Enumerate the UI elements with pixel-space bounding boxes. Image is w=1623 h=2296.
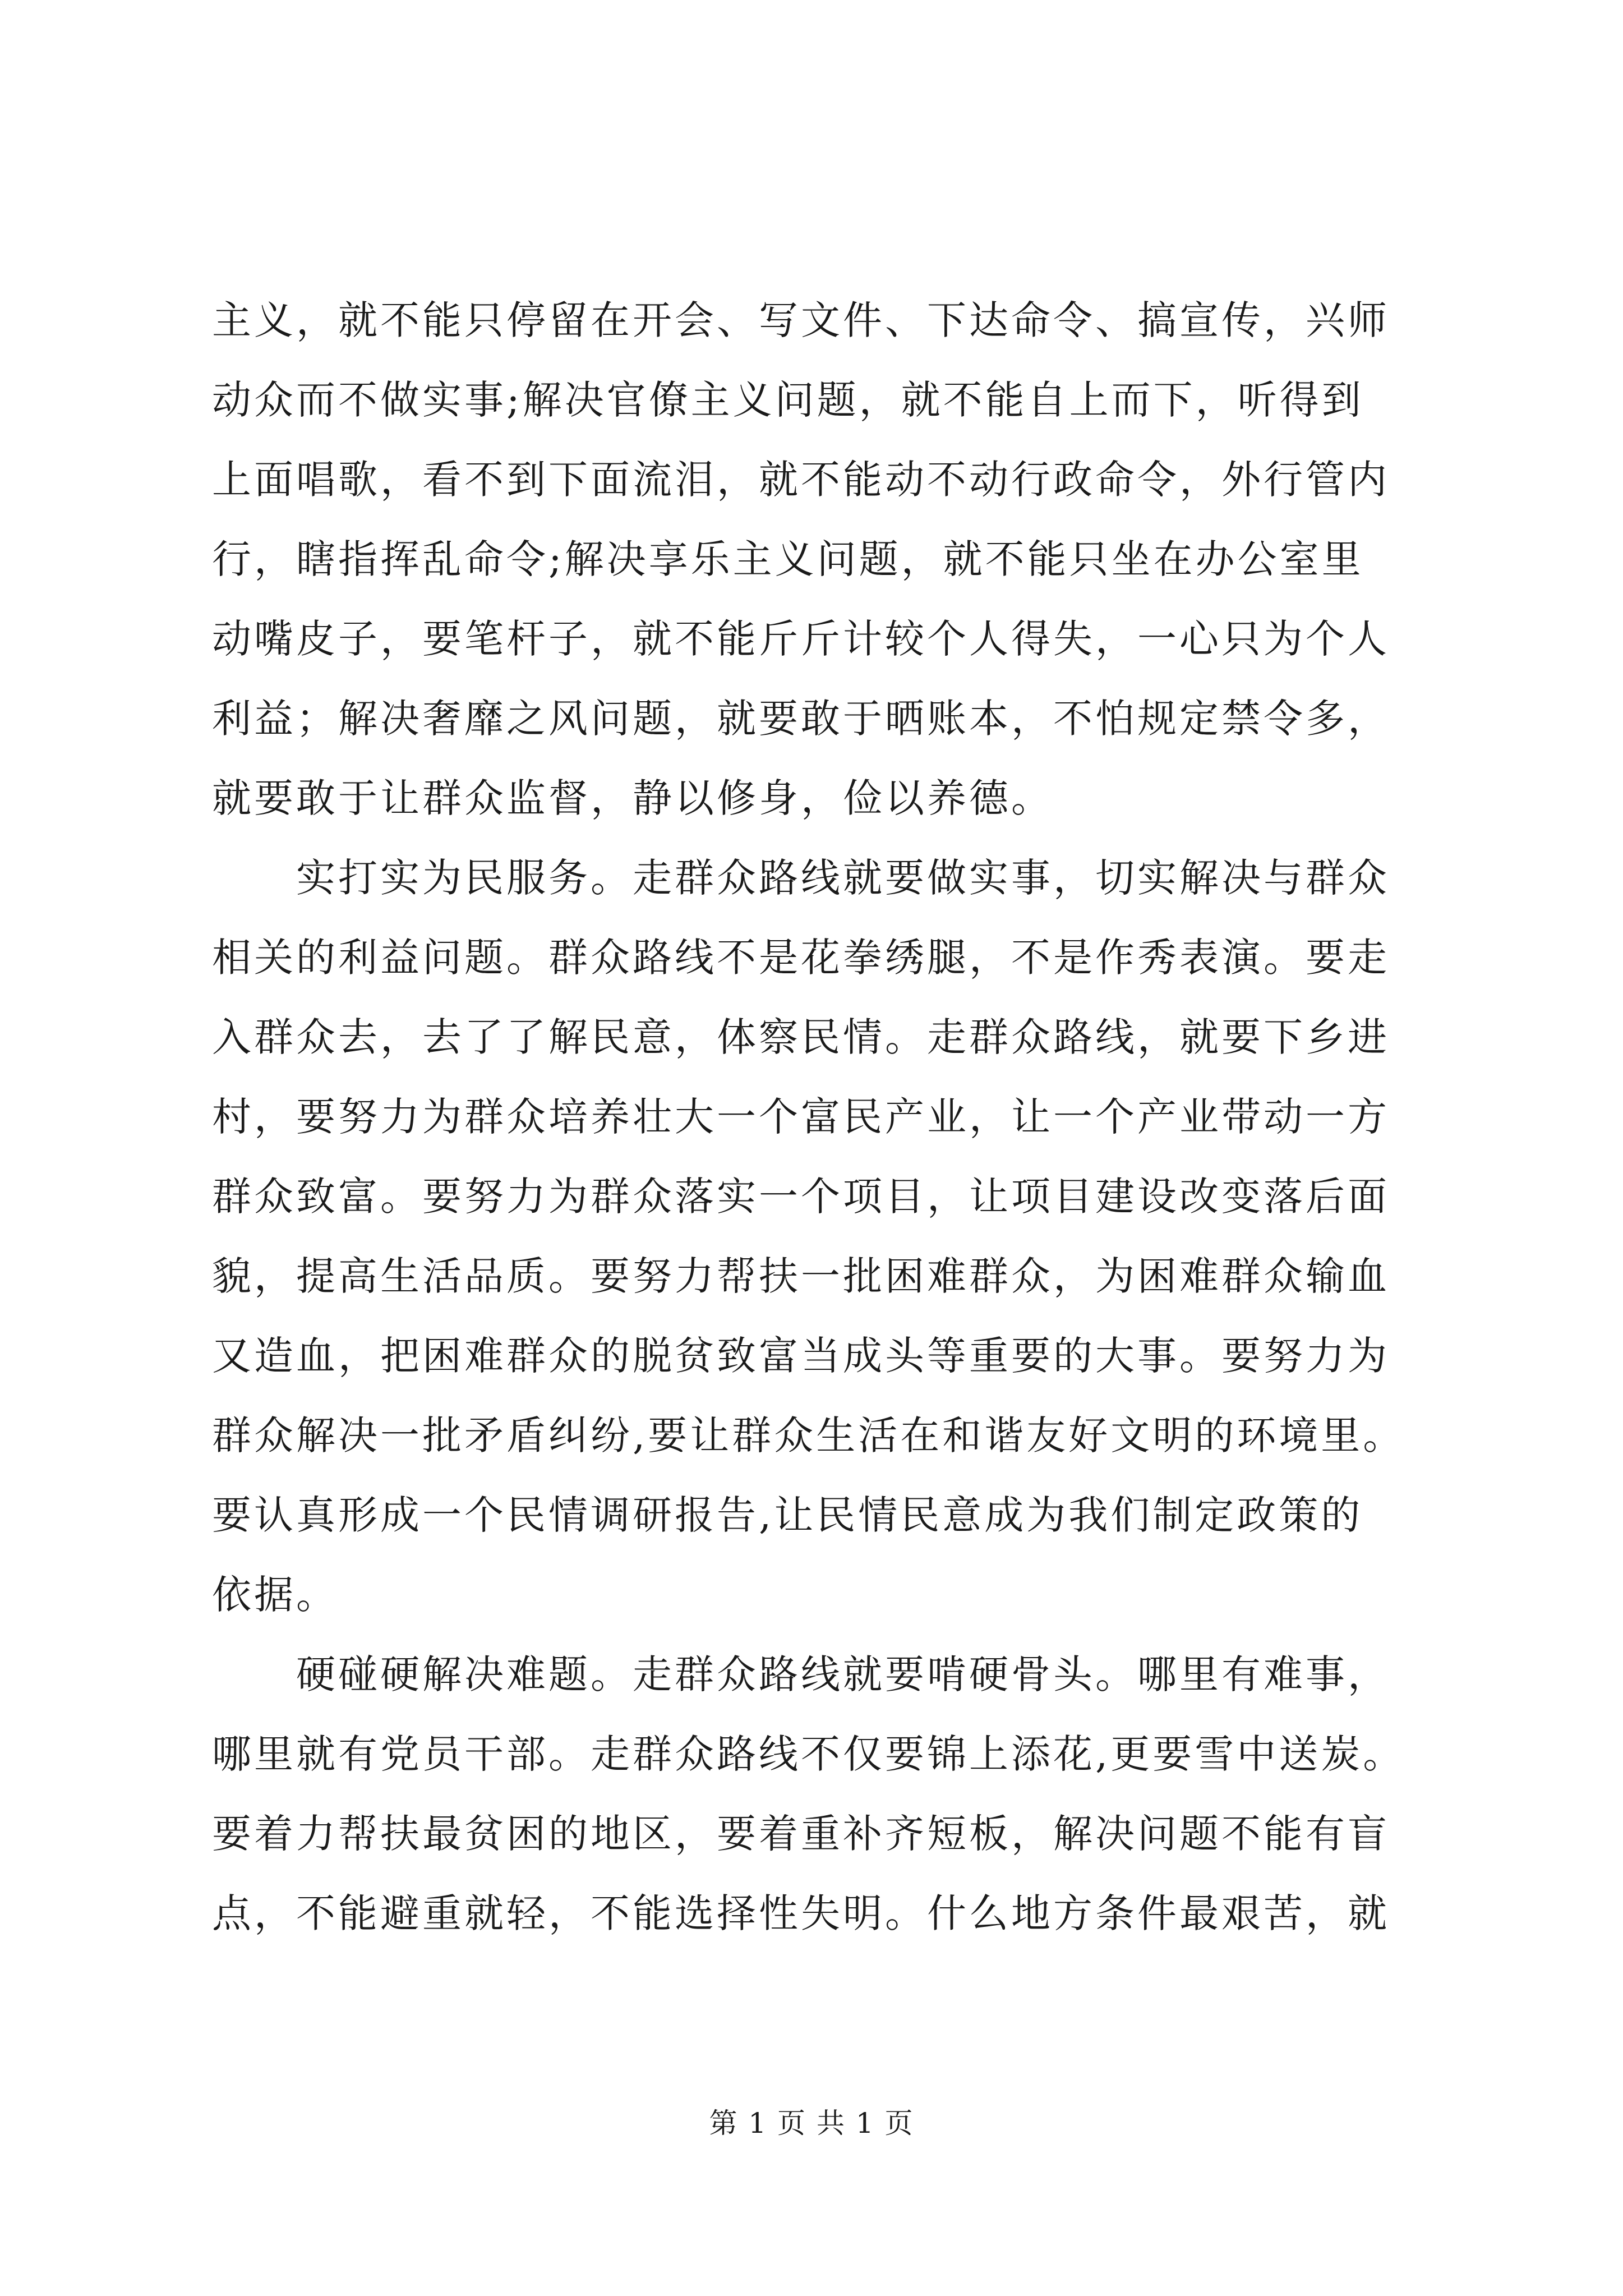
text-line: 相关的利益问题。群众路线不是花拳绣腿，不是作秀表演。要走: [212, 935, 1390, 981]
text-line: 群众解决一批矛盾纠纷,要让群众生活在和谐友好文明的环境里。: [212, 1412, 1405, 1458]
text-line: 要认真形成一个民情调研报告,让民情民意成为我们制定政策的: [212, 1492, 1363, 1538]
text-line: 上面唱歌，看不到下面流泪，就不能动不动行政命令，外行管内: [212, 457, 1390, 503]
text-line: 就要敢于让群众监督，静以修身，俭以养德。: [212, 775, 1053, 821]
text-line: 村，要努力为群众培养壮大一个富民产业，让一个产业带动一方: [212, 1094, 1390, 1140]
text-line: 硬碰硬解决难题。走群众路线就要啃硬骨头。哪里有难事，: [212, 1651, 1390, 1697]
text-line: 群众致富。要努力为群众落实一个项目，让项目建设改变落后面: [212, 1174, 1390, 1220]
text-line: 利益；解决奢靡之风问题，就要敢于晒账本，不怕规定禁令多，: [212, 696, 1390, 742]
text-line: 行，瞎指挥乱命令;解决享乐主义问题，就不能只坐在办公室里: [212, 536, 1364, 582]
document-body: [212, 280, 1412, 1953]
page-number-footer: 第 1 页 共 1 页: [709, 2107, 914, 2139]
text-line: 实打实为民服务。走群众路线就要做实事，切实解决与群众: [212, 855, 1390, 901]
text-line: 点，不能避重就轻，不能选择性失明。什么地方条件最艰苦，就: [212, 1890, 1390, 1936]
text-line: 主义，就不能只停留在开会、写文件、下达命令、搞宣传，兴师: [212, 297, 1390, 343]
text-line: 入群众去，去了了解民意，体察民情。走群众路线，就要下乡进: [212, 1014, 1390, 1060]
text-line: 貌，提高生活品质。要努力帮扶一批困难群众，为困难群众输血: [212, 1253, 1390, 1299]
text-line: 要着力帮扶最贫困的地区，要着重补齐短板，解决问题不能有盲: [212, 1811, 1390, 1857]
text-line: 哪里就有党员干部。走群众路线不仅要锦上添花,更要雪中送炭。: [212, 1731, 1405, 1777]
text-line: 动嘴皮子，要笔杆子，就不能斤斤计较个人得失，一心只为个人: [212, 616, 1390, 662]
text-line: 依据。: [212, 1572, 338, 1618]
text-line: 动众而不做实事;解决官僚主义问题，就不能自上而下，听得到: [212, 377, 1364, 423]
text-line: 又造血，把困难群众的脱贫致富当成头等重要的大事。要努力为: [212, 1333, 1390, 1379]
